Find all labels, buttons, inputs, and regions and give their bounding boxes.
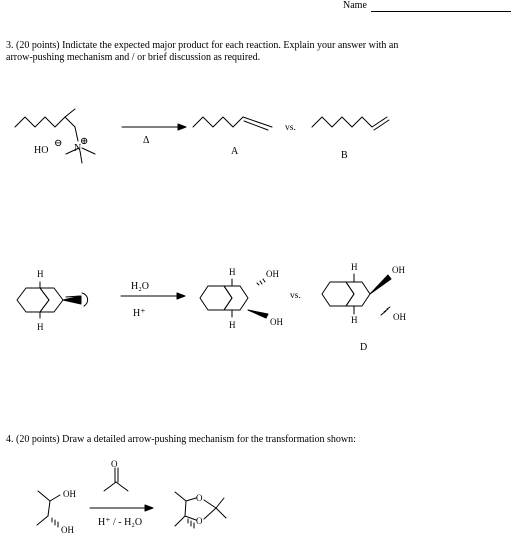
product-b-structure [312, 117, 389, 130]
diol-structure [37, 491, 60, 527]
q4-prompt: 4. (20 points) Draw a detailed arrow-pushing mechanism for the transformation shown: [6, 434, 356, 445]
rxn2-vs-label: vs. [290, 291, 301, 301]
label-d: D [360, 342, 368, 353]
name-label: Name [343, 0, 367, 11]
acetone-structure [104, 468, 128, 491]
acid-reagent-label: H⁺ [133, 308, 146, 319]
product-oh-top: OH [266, 269, 279, 279]
epoxide-h-top: H [37, 269, 44, 279]
product-oh-bottom: OH [270, 317, 283, 327]
acetonide-oxygen-top: O [196, 493, 203, 503]
reaction1-arrow [122, 124, 186, 130]
nitrogen-label: N [74, 143, 82, 154]
negative-charge-symbol: ⊖ [54, 138, 63, 149]
d-oh-bottom: OH [393, 312, 406, 322]
reaction4-arrow [90, 505, 153, 511]
product-h-bottom: H [229, 320, 236, 330]
hydroxide-label: HO [34, 145, 49, 156]
rxn1-vs-label: vs. [285, 123, 296, 133]
product-a-structure [193, 117, 272, 130]
epoxide-h-bottom: H [37, 322, 44, 332]
acetonide-oxygen-bottom: O [196, 516, 203, 526]
label-a: A [231, 146, 239, 157]
q3-prompt-line1: 3. (20 points) Indictate the expected major product for each reaction. Explain your answer with an [6, 40, 399, 51]
diol-oh-bottom: OH [61, 525, 74, 535]
q3-prompt-line2: arrow-pushing mechanism and / or brief discussion as required. [6, 52, 261, 63]
diol-oh-top: OH [63, 489, 76, 499]
epoxide-structure [17, 282, 81, 318]
heat-reagent-label: Δ [143, 135, 150, 146]
acid-dehydration-reagent: H⁺ / - H₂O [98, 517, 143, 528]
d-h-bottom: H [351, 315, 358, 325]
product-trans-diol-structure [200, 279, 268, 318]
reaction2-arrow [121, 293, 185, 299]
product-d-structure [322, 274, 391, 315]
d-oh-top: OH [392, 265, 405, 275]
water-reagent-label: H₂O [131, 281, 149, 292]
d-h-top: H [351, 262, 358, 272]
positive-charge-symbol: ⊕ [80, 136, 89, 147]
product-h-top: H [229, 267, 236, 277]
acetone-oxygen: O [111, 459, 118, 469]
label-b: B [341, 150, 348, 161]
epoxide-ring [82, 293, 88, 306]
